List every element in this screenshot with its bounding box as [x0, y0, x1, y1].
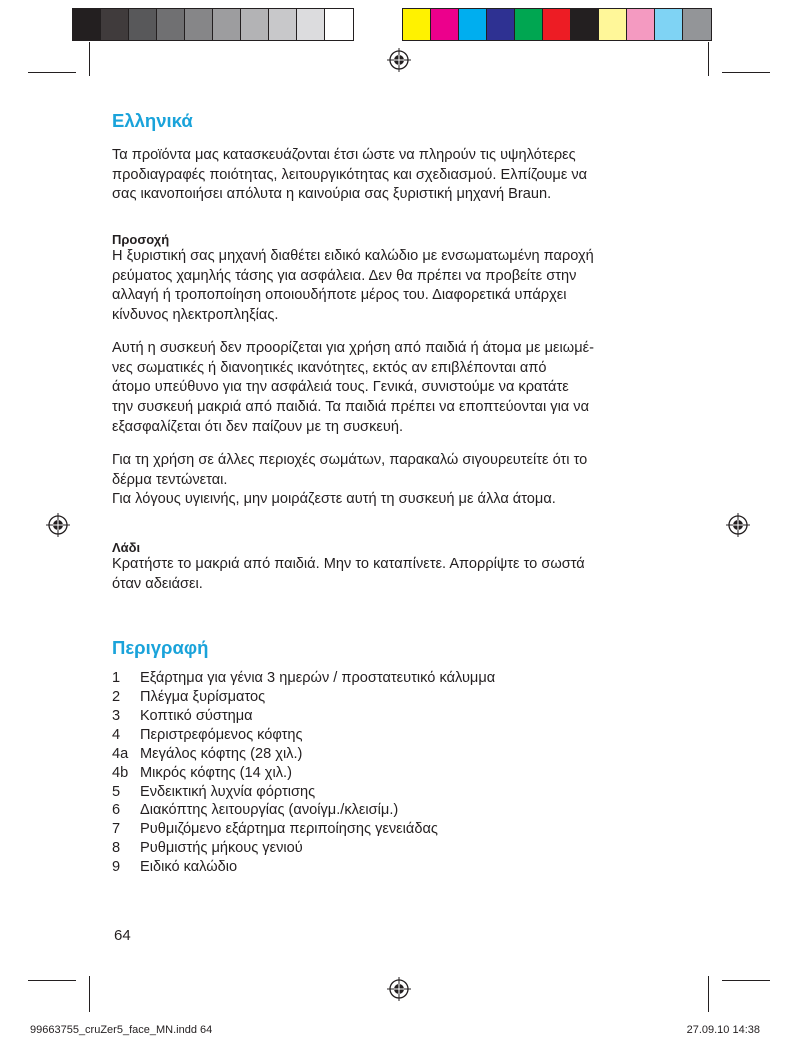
grayscale-color-bar: [72, 8, 354, 41]
gray-swatch: [129, 9, 157, 40]
item-text: Ρυθμιζόμενο εξάρτημα περιποίησης γενειάδας: [140, 821, 438, 837]
list-item: [112, 858, 237, 876]
text-line: σας ικανοποιήσει απόλυτα η καινούρια σας ξυριστική μηχανή Braun.: [112, 186, 552, 203]
list-item: [112, 669, 495, 687]
text-line: Η ξυριστική σας μηχανή διαθέτει ειδικό καλώδιο με ενσωματωμένη παροχή: [112, 248, 594, 264]
item-number: 3: [112, 708, 121, 724]
gray-swatch: [683, 9, 711, 40]
green-swatch: [515, 9, 543, 40]
item-number: 1: [112, 670, 121, 686]
item-number: 9: [112, 859, 121, 875]
registration-mark-icon: [46, 513, 70, 537]
item-text: Περιστρεφόμενος κόφτης: [140, 727, 303, 743]
section-heading-greek: Ελληνικά: [112, 110, 193, 131]
crop-mark: [89, 976, 90, 1012]
registration-mark-icon: [387, 977, 411, 1001]
gray-swatch: [297, 9, 325, 40]
item-number: 8: [112, 840, 121, 856]
pink-swatch: [627, 9, 655, 40]
process-color-bar: [402, 8, 712, 41]
text-line: αλλαγή ή τροποποίηση οποιουδήποτε μέρος του. Διαφορετικά υπάρχει: [112, 287, 567, 304]
gray-swatch: [157, 9, 185, 40]
text-line: την συσκευή μακριά από παιδιά. Τα παιδιά πρέπει να εποπτεύονται για να: [112, 399, 590, 416]
text-line: νες σωματικές ή διανοητικές ικανότητες, εκτός αν επιβλέπονται από: [112, 359, 547, 376]
caution-paragraph-2: [112, 339, 692, 438]
footer-file-slug: 99663755_cruZer5_face_MN.indd 64: [30, 1024, 213, 1036]
gray-swatch: [269, 9, 297, 40]
text-line: δέρμα τεντώνεται.: [112, 471, 228, 488]
intro-paragraph: [112, 146, 692, 205]
item-text: Πλέγμα ξυρίσματος: [140, 689, 266, 705]
item-text: Ρυθμιστής μήκους γενιού: [140, 840, 303, 856]
item-text: Εξάρτημα για γένια 3 ημερών / προστατευτικό κάλυμμα: [140, 670, 496, 686]
list-item: [112, 801, 398, 819]
text-line: κίνδυνος ηλεκτροπληξίας.: [112, 307, 279, 324]
crop-mark: [722, 72, 770, 73]
item-text: Κοπτικό σύστημα: [140, 708, 253, 724]
text-line: Αυτή η συσκευή δεν προορίζεται για χρήση από παιδιά ή άτομα με μειωμέ-: [112, 340, 594, 356]
text-line: Κρατήστε το μακριά από παιδιά. Μην το καταπίνετε. Απορρίψτε το σωστά: [112, 556, 585, 572]
oil-heading: Λάδι: [112, 540, 141, 555]
yellow-swatch: [403, 9, 431, 40]
list-item: [112, 839, 303, 857]
text-line: Για λόγους υγιεινής, μην μοιράζεστε αυτή τη συσκευή με άλλα άτομα.: [112, 491, 556, 508]
caution-heading: Προσοχή: [112, 232, 170, 247]
item-text: Μεγάλος κόφτης (28 χιλ.): [140, 746, 303, 762]
item-number: 7: [112, 821, 121, 837]
item-text: Ενδεικτική λυχνία φόρτισης: [140, 784, 316, 800]
gray-swatch: [325, 9, 353, 40]
gray-swatch: [185, 9, 213, 40]
list-item: [112, 707, 253, 725]
list-item: [112, 745, 302, 763]
black-swatch: [571, 9, 599, 40]
text-line: Για τη χρήση σε άλλες περιοχές σωμάτων, παρακαλώ σιγουρευτείτε ότι το: [112, 452, 588, 468]
text-line: όταν αδειάσει.: [112, 575, 203, 592]
list-item: [112, 764, 292, 782]
cyan-swatch: [459, 9, 487, 40]
light-cyan-swatch: [655, 9, 683, 40]
crop-mark: [89, 42, 90, 76]
light-yellow-swatch: [599, 9, 627, 40]
page-number: 64: [114, 927, 131, 944]
list-item: [112, 820, 438, 838]
registration-mark-icon: [387, 48, 411, 72]
blue-swatch: [487, 9, 515, 40]
crop-mark: [28, 72, 76, 73]
caution-paragraph-1: [112, 247, 692, 326]
item-text: Μικρός κόφτης (14 χιλ.): [140, 765, 292, 781]
footer-date-slug: 27.09.10 14:38: [686, 1024, 760, 1036]
text-line: Τα προϊόντα μας κατασκευάζονται έτσι ώστε να πληρούν τις υψηλότερες: [112, 147, 576, 163]
text-line: εξασφαλίζεται ότι δεν παίζουν με τη συσκευή.: [112, 418, 404, 435]
item-number: 5: [112, 784, 121, 800]
gray-swatch: [73, 9, 101, 40]
list-item: [112, 726, 303, 744]
gray-swatch: [213, 9, 241, 40]
section-heading-description: Περιγραφή: [112, 637, 209, 658]
red-swatch: [543, 9, 571, 40]
item-text: Ειδικό καλώδιο: [140, 859, 238, 875]
registration-mark-icon: [726, 513, 750, 537]
item-number: 4: [112, 727, 121, 743]
item-number: 6: [112, 802, 121, 818]
caution-paragraph-3: [112, 451, 692, 510]
gray-swatch: [241, 9, 269, 40]
text-line: προδιαγραφές ποιότητας, λειτουργικότητας και σχεδιασμού. Ελπίζουμε να: [112, 166, 588, 183]
item-text: Διακόπτης λειτουργίας (ανοίγμ./κλεισίμ.): [140, 802, 399, 818]
crop-mark: [708, 42, 709, 76]
crop-mark: [28, 980, 76, 981]
oil-paragraph: [112, 555, 692, 594]
item-number: 2: [112, 689, 121, 705]
text-line: ρεύματος χαμηλής τάσης για ασφάλεια. Δεν θα πρέπει να προβείτε στην: [112, 267, 577, 284]
text-line: άτομο υπεύθυνο για την ασφάλειά τους. Γενικά, συνιστούμε να κρατάτε: [112, 379, 569, 396]
crop-mark: [722, 980, 770, 981]
list-item: [112, 783, 315, 801]
gray-swatch: [101, 9, 129, 40]
item-number: 4b: [112, 765, 129, 781]
item-number: 4a: [112, 746, 129, 762]
magenta-swatch: [431, 9, 459, 40]
crop-mark: [708, 976, 709, 1012]
list-item: [112, 688, 265, 706]
